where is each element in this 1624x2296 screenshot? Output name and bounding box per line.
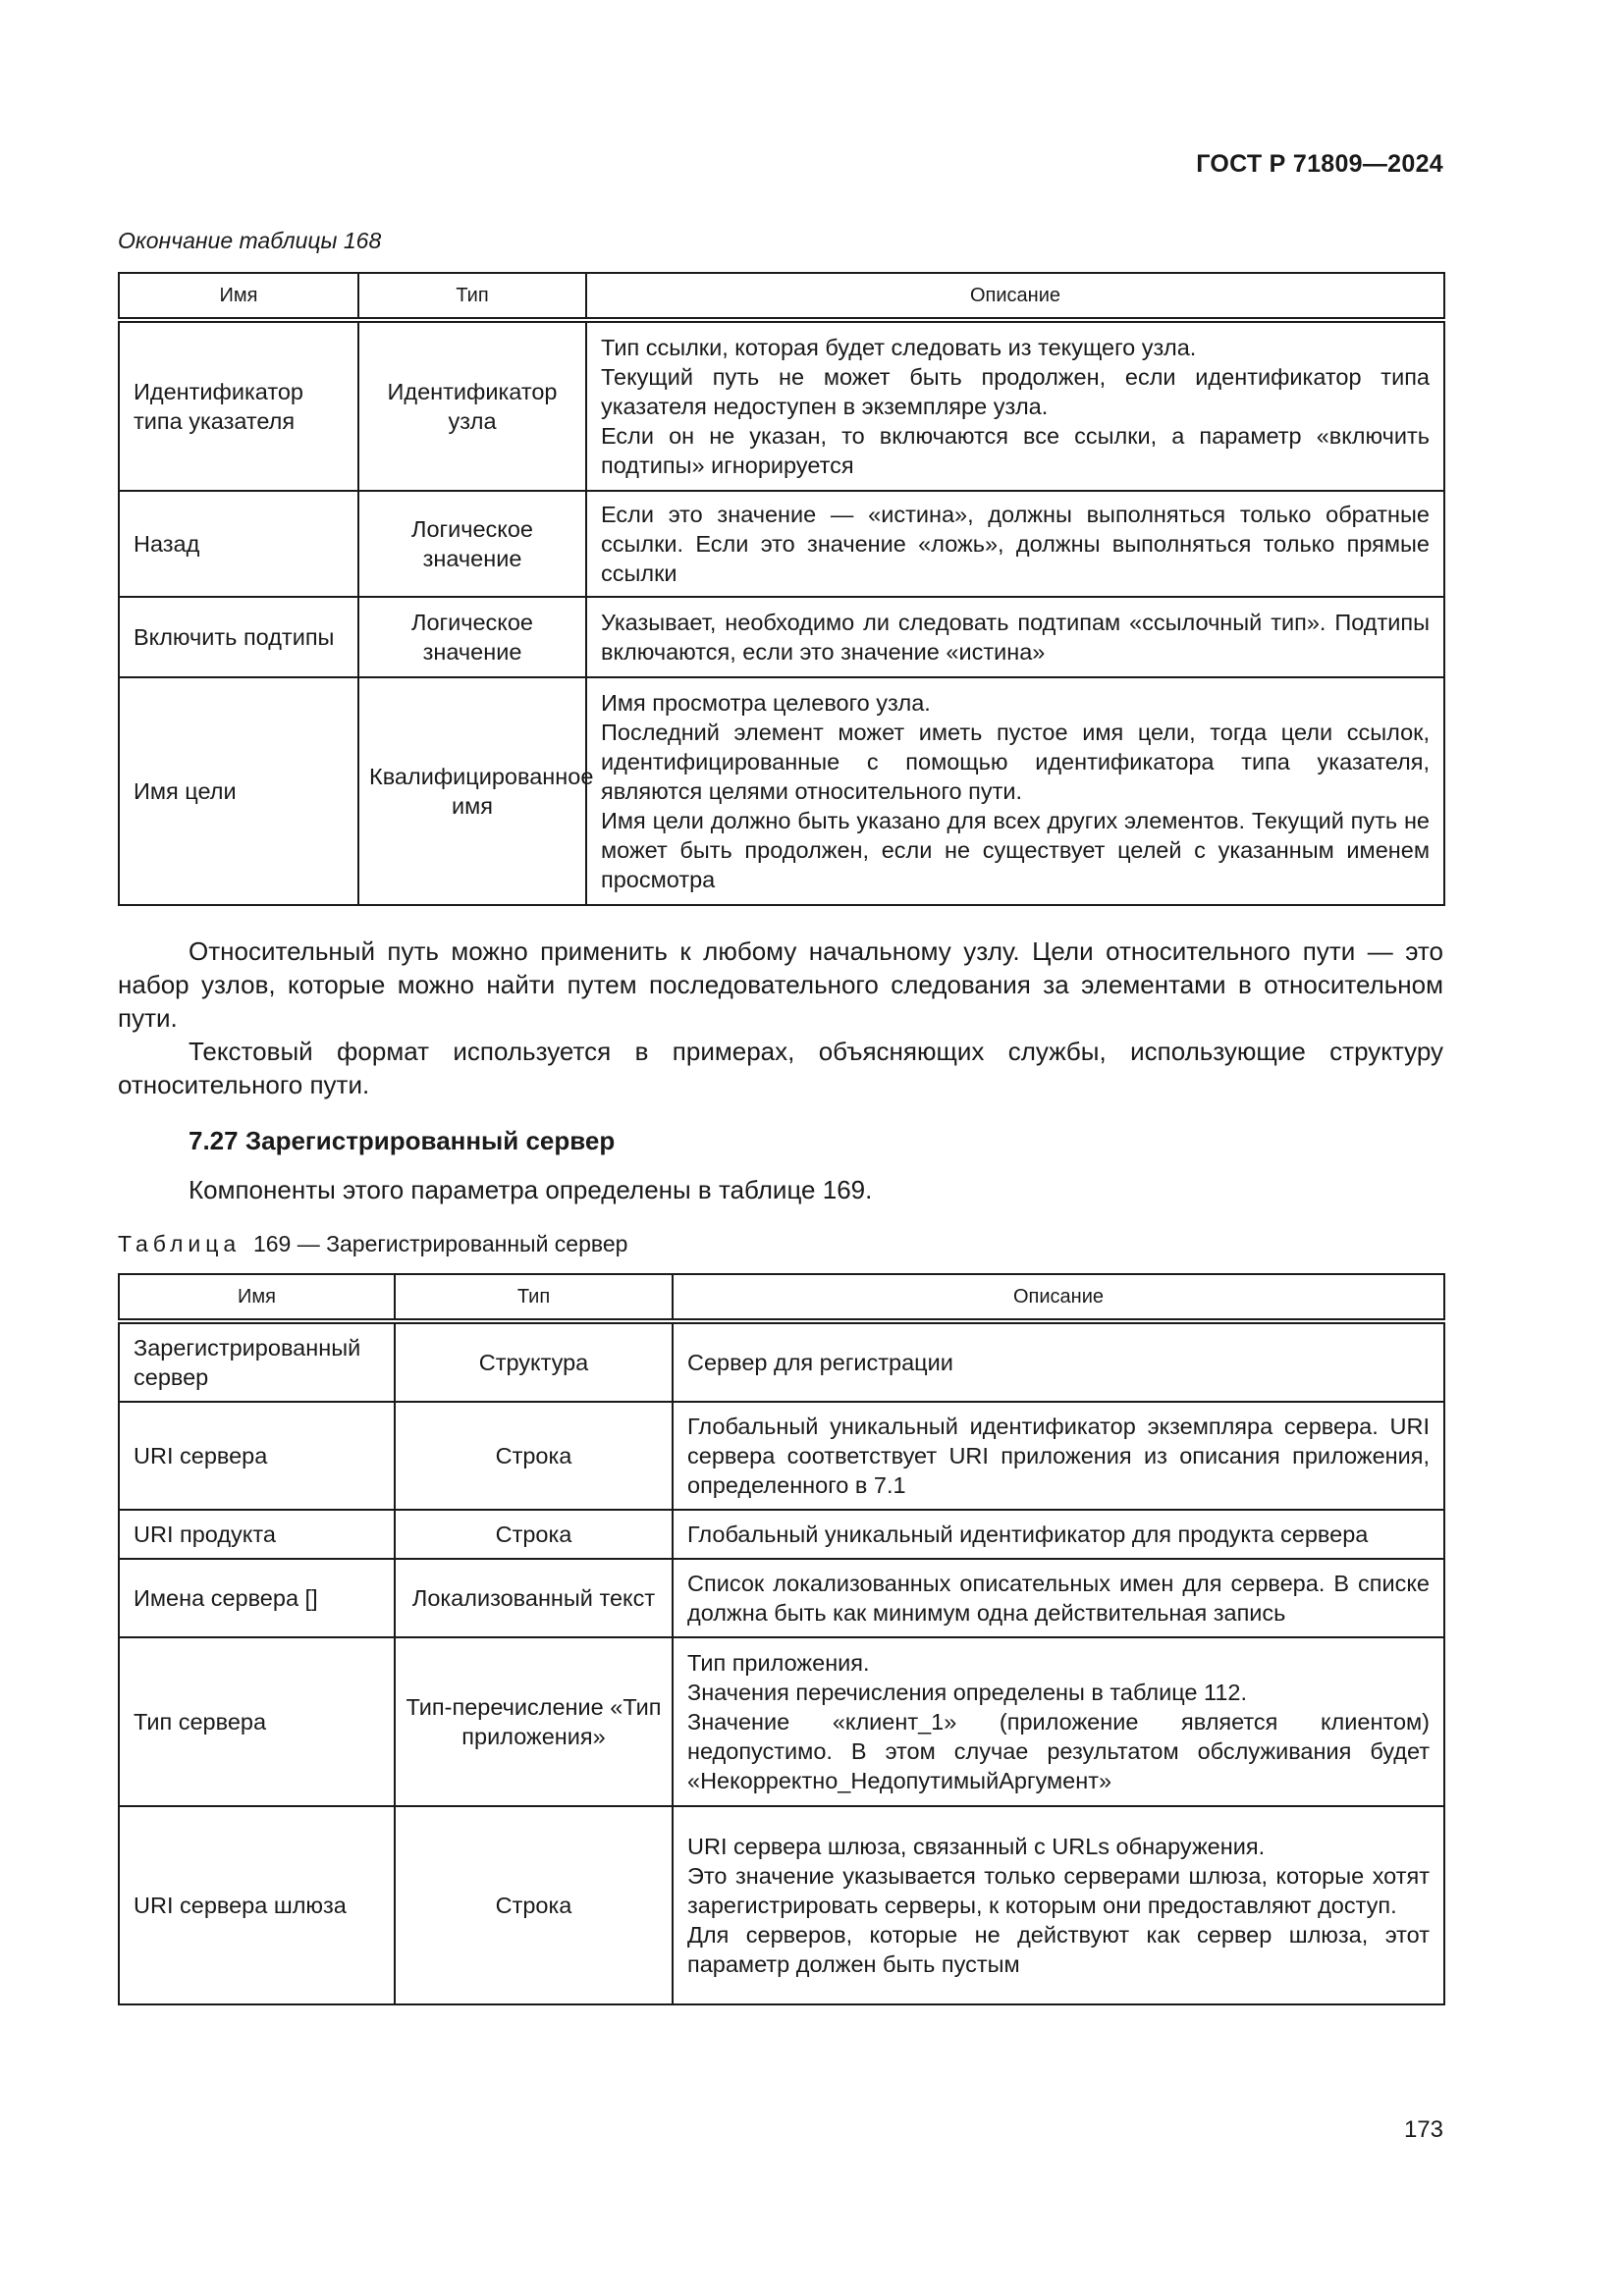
cell-description	[586, 320, 1444, 491]
cell-name: URI продукта	[119, 1510, 395, 1559]
caption-prefix: Таблица	[118, 1231, 242, 1256]
cell-type: Тип-перечисление «Тип приложения»	[395, 1637, 673, 1806]
table-168-header-row	[119, 273, 1444, 320]
cell-name: Тип сервера	[119, 1637, 395, 1806]
table-row	[119, 677, 1444, 905]
table-row	[119, 1402, 1444, 1510]
cell-description	[673, 1637, 1444, 1806]
description-line: Имя цели должно быть указано для всех других элементов. Текущий путь не может быть продолжен, если не существует целей с указанным именем просмотра	[601, 808, 1430, 892]
table-row	[119, 597, 1444, 677]
description-line: Для серверов, которые не действуют как сервер шлюза, этот параметр должен быть пустым	[687, 1922, 1430, 1977]
body-paragraph: Относительный путь можно применить к любому начальному узлу. Цели относительного пути — это набор узлов, которые можно найти путем последовательного следования за элементами в относительном пути.	[118, 936, 1443, 1033]
column-header-type: Тип	[395, 1274, 673, 1321]
cell-type: Логическое значение	[358, 597, 586, 677]
table-row	[119, 1637, 1444, 1806]
description-line: Если это значение — «истина», должны выполняться только обратные ссылки. Если это значение «ложь», должны выполняться только прямые ссылки	[601, 502, 1430, 586]
cell-description	[586, 491, 1444, 597]
cell-name: Идентификатор типа указателя	[119, 320, 358, 491]
description-line: Глобальный уникальный идентификатор экземпляра сервера. URI сервера соответствует URI приложения из описания приложения, определенного в 7.1	[687, 1414, 1430, 1498]
standard-designation: ГОСТ Р 71809—2024	[1196, 150, 1443, 178]
description-line: Последний элемент может иметь пустое имя цели, тогда цели ссылок, идентифицированные с помощью идентификатора типа указателя, являются целями относительного пути.	[601, 720, 1430, 804]
description-line: Это значение указывается только серверами шлюза, которые хотят зарегистрировать серверы, к которым они предоставляют доступ.	[687, 1863, 1430, 1918]
table-169-header-row	[119, 1274, 1444, 1321]
column-header-type: Тип	[358, 273, 586, 320]
table-row	[119, 320, 1444, 491]
description-line: Тип ссылки, которая будет следовать из текущего узла.	[601, 335, 1197, 360]
cell-type: Структура	[395, 1321, 673, 1402]
description-line: Глобальный уникальный идентификатор для продукта сервера	[687, 1522, 1369, 1547]
description-line: Значение «клиент_1» (приложение является клиентом) недопустимо. В этом случае результатом обслуживания будет «Некорректно_НедопутимыйАргумент»	[687, 1709, 1430, 1793]
cell-type: Идентификатор узла	[358, 320, 586, 491]
cell-name: URI сервера	[119, 1402, 395, 1510]
description-line: Значения перечисления определены в таблице 112.	[687, 1680, 1248, 1705]
description-line: Сервер для регистрации	[687, 1350, 953, 1375]
cell-type: Логическое значение	[358, 491, 586, 597]
description-line: Указывает, необходимо ли следовать подтипам «ссылочный тип». Подтипы включаются, если это значение «истина»	[601, 610, 1430, 665]
cell-name: Имя цели	[119, 677, 358, 905]
cell-description	[673, 1510, 1444, 1559]
description-line: Список локализованных описательных имен для сервера. В списке должна быть как минимум одна действительная запись	[687, 1571, 1430, 1626]
section-heading: 7.27 Зарегистрированный сервер	[189, 1126, 616, 1155]
table-169	[118, 1273, 1445, 2005]
page-number: 173	[1403, 2116, 1443, 2143]
table-row	[119, 1510, 1444, 1559]
cell-type: Квалифицированное имя	[358, 677, 586, 905]
cell-description	[673, 1402, 1444, 1510]
description-line: Если он не указан, то включаются все ссылки, а параметр «включить подтипы» игнорируется	[601, 423, 1430, 478]
cell-type: Локализованный текст	[395, 1559, 673, 1637]
cell-description	[673, 1559, 1444, 1637]
cell-type: Строка	[395, 1402, 673, 1510]
table-row	[119, 1321, 1444, 1402]
cell-name: Включить подтипы	[119, 597, 358, 677]
cell-name: URI сервера шлюза	[119, 1806, 395, 2004]
description-line: Тип приложения.	[687, 1650, 870, 1676]
description-line: Текущий путь не может быть продолжен, если идентификатор типа указателя недоступен в экземпляре узла.	[601, 364, 1430, 419]
cell-type: Строка	[395, 1510, 673, 1559]
table-168	[118, 272, 1445, 906]
table-168-continuation-label: Окончание таблицы 168	[118, 228, 382, 253]
body-paragraph: Компоненты этого параметра определены в таблице 169.	[189, 1175, 873, 1204]
column-header-name: Имя	[119, 1274, 395, 1321]
cell-name: Назад	[119, 491, 358, 597]
column-header-name: Имя	[119, 273, 358, 320]
caption-title: 169 — Зарегистрированный сервер	[252, 1231, 628, 1256]
column-header-description: Описание	[586, 273, 1444, 320]
column-header-description: Описание	[673, 1274, 1444, 1321]
cell-description	[586, 677, 1444, 905]
table-row	[119, 1559, 1444, 1637]
description-line: URI сервера шлюза, связанный с URLs обнаружения.	[687, 1834, 1266, 1859]
cell-name: Зарегистрированный сервер	[119, 1321, 395, 1402]
table-row	[119, 1806, 1444, 2004]
cell-description	[673, 1321, 1444, 1402]
body-paragraph: Текстовый формат используется в примерах, объясняющих службы, использующие структуру относительного пути.	[118, 1037, 1443, 1099]
cell-description	[673, 1806, 1444, 2004]
description-line: Имя просмотра целевого узла.	[601, 690, 931, 716]
cell-type: Строка	[395, 1806, 673, 2004]
cell-name: Имена сервера []	[119, 1559, 395, 1637]
table-169-caption	[118, 1231, 627, 1257]
cell-description	[586, 597, 1444, 677]
table-row	[119, 491, 1444, 597]
